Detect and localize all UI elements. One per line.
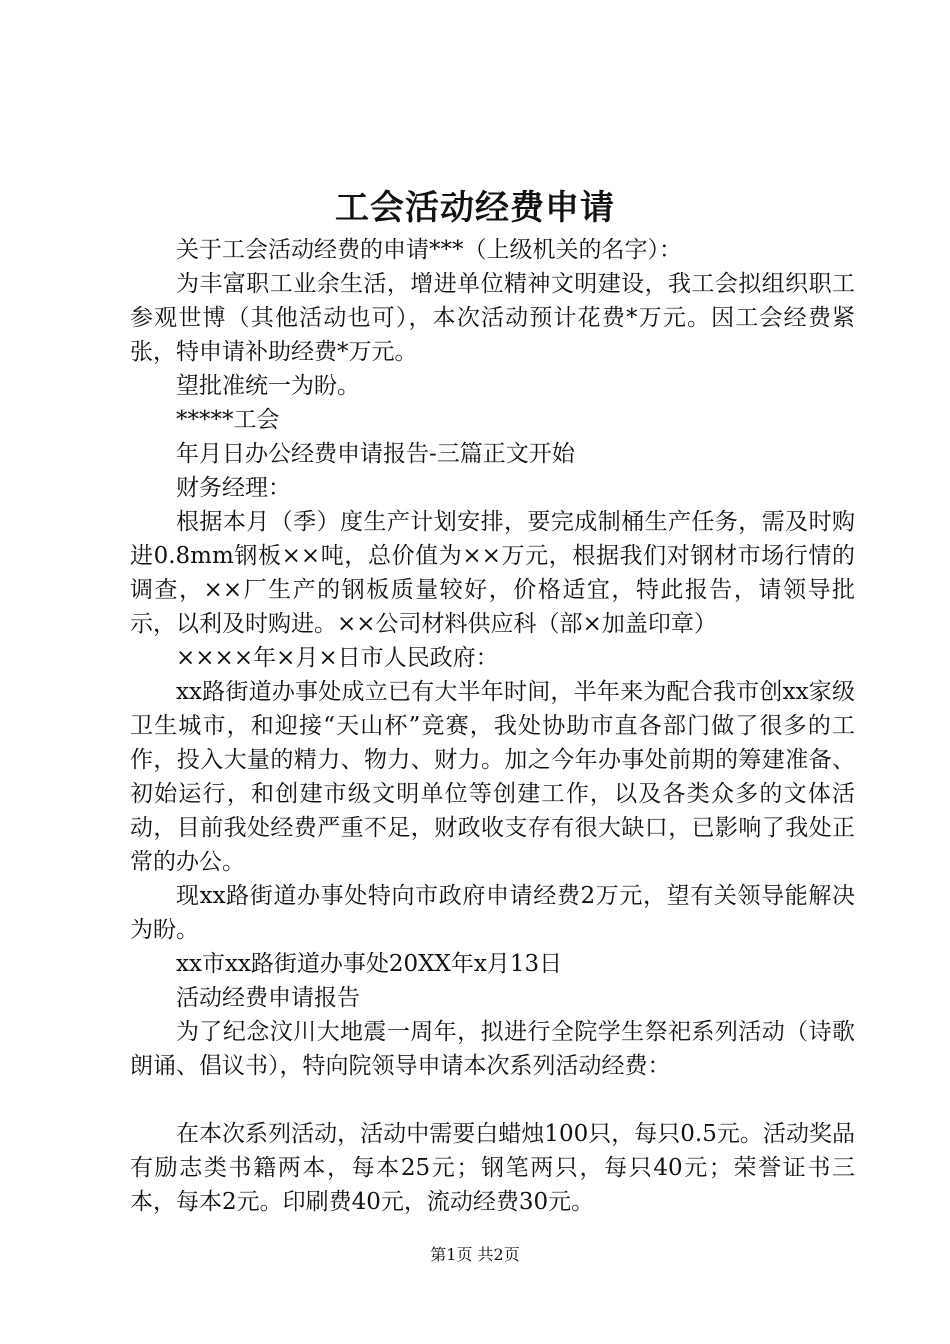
paragraph-request-purpose: 为丰富职工业余生活，增进单位精神文明建设，我工会拟组织职工参观世博（其他活动也可），本次活动预计花费*万元。因工会经费紧张，特申请补助经费*万元。 [130,271,855,365]
paragraph-report-heading: 活动经费申请报告 [176,985,360,1011]
paragraph-closing: 望批准统一为盼。 [176,373,360,399]
paragraph-office-signature: xx市xx路街道办事处20XX年x月13日 [176,951,563,977]
document-body [130,233,855,1219]
blank-line [130,1083,855,1117]
paragraph-memorial-intro: 为了纪念汶川大地震一周年，拟进行全院学生祭祀系列活动（诗歌朗诵、倡议书），特向院领导申请本次系列活动经费： [130,1019,855,1079]
paragraph-signature: *****工会 [176,407,280,433]
paragraph-addressee: 财务经理： [176,475,291,501]
paragraph-office-background: xx路街道办事处成立已有大半年时间，半年来为配合我市创xx家级卫生城市，和迎接“天山杯”竞赛，我处协助市直各部门做了很多的工作，投入大量的精力、物力、财力。加之今年办事处前期的筹建准备、初始运行，和创建市级文明单位等创建工作，以及各类众多的文体活动，目前我处经费严重不足，财政收支存有很大缺口，已影响了我处正常的办公。 [130,679,855,875]
paragraph-steel-purchase: 根据本月（季）度生产计划安排，要完成制桶生产任务，需及时购进0.8mm钢板××吨，总价值为××万元，根据我们对钢材市场行情的调查，××厂生产的钢板质量较好，价格适宜，特此报告，请领导批示，以利及时购进。××公司材料供应科（部×加盖印章） [130,509,855,637]
paragraph-funding-request: 现xx路街道办事处特向市政府申请经费2万元，望有关领导能解决为盼。 [130,883,855,943]
page-footer: 第1页 共2页 [430,1245,520,1264]
paragraph-section-start: 年月日办公经费申请报告-三篇正文开始 [176,441,575,467]
document-title: 工会活动经费申请 [335,188,615,228]
paragraph-date-addressee: ××××年×月×日市人民政府： [176,645,499,671]
paragraph-expense-details: 在本次系列活动，活动中需要白蜡烛100只，每只0.5元。活动奖品有励志类书籍两本，每本25元；钢笔两只，每只40元；荣誉证书三本，每本2元。印刷费40元，流动经费30元。 [130,1121,855,1215]
paragraph-salutation: 关于工会活动经费的申请***（上级机关的名字）： [176,237,682,263]
